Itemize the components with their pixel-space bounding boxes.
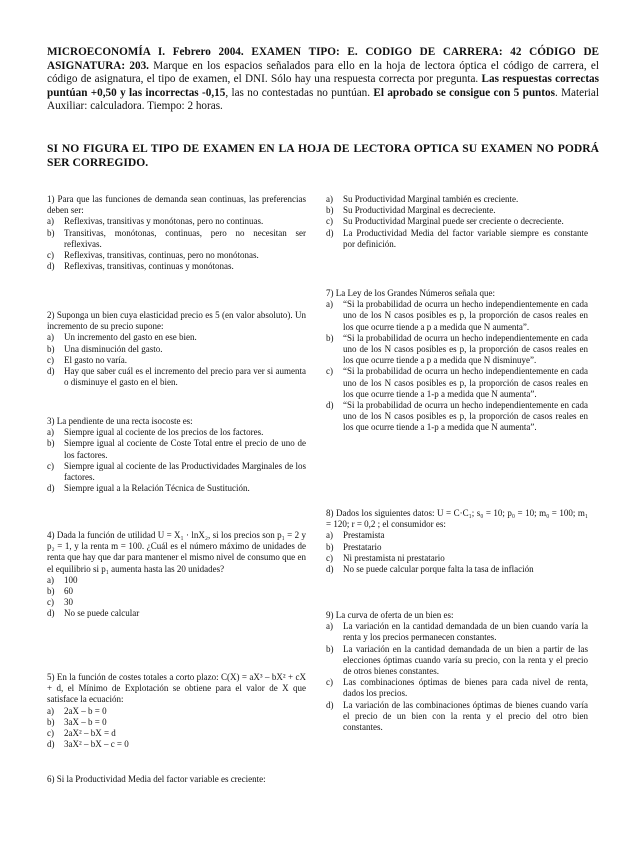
answer-option bbox=[326, 677, 588, 699]
option-text: Su Productividad Marginal es decreciente. bbox=[343, 205, 496, 216]
question-9 bbox=[326, 610, 588, 733]
option-text: 100 bbox=[64, 574, 78, 585]
question-stem: 3) La pendiente de una recta isocoste es: bbox=[47, 416, 193, 426]
answer-option bbox=[47, 739, 306, 750]
answer-option bbox=[326, 216, 588, 227]
option-text: La variación de las combinaciones óptimas de bienes cuando varía el precio de un bien con la renta y el precio del otro bien constantes. bbox=[343, 699, 588, 733]
exam-title: MICROECONOMÍA I. Febrero 2004. EXAMEN TIPO: E. CODIGO DE CARRERA: 42 CÓDIGO DE ASIGNATURA: 203. bbox=[47, 46, 599, 72]
option-letter: d) bbox=[47, 261, 55, 272]
option-text: “Si la probabilidad de ocurra un hecho independientemente en cada uno de los N casos posibles es p, la proporción de casos reales en los que ocurre tiende a p a medida que N aumenta”. bbox=[343, 299, 588, 332]
option-letter: c) bbox=[326, 216, 333, 227]
scoring-tail: , las no contestadas no puntúan. bbox=[225, 86, 374, 99]
option-text: 3aX – b = 0 bbox=[64, 716, 107, 727]
question-stem: 2) Suponga un bien cuya elasticidad precio es 5 (en valor absoluto). Un incremento de su precio supone: bbox=[47, 310, 306, 332]
option-letter: a) bbox=[47, 427, 54, 438]
answer-option bbox=[326, 700, 588, 734]
option-letter: c) bbox=[326, 552, 333, 563]
option-letter: c) bbox=[326, 677, 333, 688]
option-letter: d) bbox=[326, 699, 334, 710]
option-letter: b) bbox=[326, 541, 334, 552]
option-letter: b) bbox=[47, 227, 55, 238]
option-text: 60 bbox=[64, 586, 73, 597]
question-stem: 7) La Ley de los Grandes Números señala que: bbox=[326, 288, 495, 298]
question-stem: 1) Para que las funciones de demanda sean continuas, las preferencias deben ser: bbox=[47, 194, 306, 216]
option-text: Una disminución del gasto. bbox=[64, 343, 163, 354]
answer-option bbox=[326, 621, 588, 643]
answer-option bbox=[47, 461, 306, 483]
option-letter: a) bbox=[326, 530, 333, 541]
option-letter: a) bbox=[326, 194, 333, 204]
answer-option bbox=[326, 333, 588, 367]
option-letter: a) bbox=[326, 299, 333, 310]
answer-option bbox=[47, 366, 306, 388]
option-text: Siempre igual al cociente de los precios de los factores. bbox=[64, 427, 264, 438]
option-letter: d) bbox=[326, 227, 334, 238]
option-letter: d) bbox=[47, 608, 55, 619]
option-text: Reflexivas, transitivas, continuas, pero no monótonas. bbox=[64, 250, 259, 261]
question-8 bbox=[326, 508, 588, 575]
option-text: 3aX² – bX – c = 0 bbox=[64, 739, 129, 750]
option-letter: b) bbox=[326, 205, 334, 216]
option-text: Reflexivas, transitivas, continuas y monótonas. bbox=[64, 261, 234, 272]
option-text: Su Productividad Marginal puede ser creciente o decreciente. bbox=[343, 216, 564, 227]
option-letter: b) bbox=[47, 586, 55, 597]
option-text: El gasto no varía. bbox=[64, 354, 127, 365]
option-letter: a) bbox=[47, 705, 54, 716]
option-letter: b) bbox=[326, 332, 334, 343]
answer-option bbox=[47, 608, 306, 619]
answer-option bbox=[47, 228, 306, 250]
option-letter: c) bbox=[47, 250, 54, 261]
option-text: Un incremento del gasto en ese bien. bbox=[64, 332, 197, 343]
pass-rule: El aprobado se consigue con 5 puntos bbox=[373, 86, 555, 99]
option-text: “Si la probabilidad de ocurra un hecho independientemente en cada uno de los N casos posibles es p, la proporción de casos reales en los que ocurre tiende a 1-p a medida que N aumenta”. bbox=[343, 366, 588, 399]
question-3 bbox=[47, 416, 306, 494]
option-letter: a) bbox=[47, 574, 54, 585]
option-letter: a) bbox=[47, 332, 54, 343]
answer-option bbox=[47, 706, 306, 717]
option-text: Hay que saber cuál es el incremento del precio para ver si aumenta o disminuye el gasto en el bien. bbox=[64, 366, 306, 388]
answer-option bbox=[326, 205, 588, 216]
option-text: La variación en la cantidad demandada de un bien a partir de las elecciones óptimas cuando varía su precio, con la renta y el precio de otros bienes constantes. bbox=[343, 643, 588, 677]
answer-option bbox=[47, 586, 306, 597]
question-4 bbox=[47, 530, 306, 620]
option-text: 2aX – b = 0 bbox=[64, 705, 107, 716]
option-text: No se puede calcular porque falta la tasa de inflación bbox=[343, 564, 534, 575]
option-text: La variación en la cantidad demandada de un bien cuando varía la renta y los precios permanecen constantes. bbox=[343, 621, 588, 643]
answer-option bbox=[47, 355, 306, 366]
option-text: Reflexivas, transitivas y monótonas, pero no continuas. bbox=[64, 216, 264, 227]
answer-option bbox=[47, 216, 306, 227]
exam-instructions: Marque en los espacios señalados para ello en la hoja de lectora óptica el código de carrera, el código de asignatura, el tipo de examen, el DNI. Sólo hay una respuesta correcta por pregunta. bbox=[47, 59, 599, 86]
answer-option bbox=[47, 717, 306, 728]
answer-option bbox=[326, 530, 588, 541]
answer-option bbox=[47, 250, 306, 261]
option-text: Ni prestamista ni prestatario bbox=[343, 552, 445, 563]
question-1 bbox=[47, 194, 306, 272]
option-letter: c) bbox=[326, 366, 333, 377]
answer-option bbox=[47, 332, 306, 343]
option-letter: c) bbox=[47, 597, 54, 608]
answer-option bbox=[47, 597, 306, 608]
answer-option bbox=[326, 366, 588, 400]
option-letter: b) bbox=[47, 716, 55, 727]
answer-option bbox=[47, 575, 306, 586]
option-text: 30 bbox=[64, 597, 73, 608]
option-letter: d) bbox=[47, 739, 55, 750]
question-stem: 9) La curva de oferta de un bien es: bbox=[326, 610, 454, 620]
answer-option bbox=[326, 644, 588, 678]
answer-option bbox=[326, 194, 588, 205]
option-letter: b) bbox=[47, 438, 55, 449]
answer-option bbox=[47, 728, 306, 739]
option-text: 2aX² – bX = d bbox=[64, 728, 116, 739]
option-letter: b) bbox=[326, 643, 334, 654]
option-text: “Si la probabilidad de ocurra un hecho independientemente en cada uno de los N casos posibles es p, la proporción de casos reales en los que ocurre tiende a p a medida que N disminuye”. bbox=[343, 332, 588, 366]
option-text: Siempre igual a la Relación Técnica de Sustitución. bbox=[64, 483, 250, 494]
answer-option bbox=[326, 299, 588, 333]
option-text: Siempre igual al cociente de Coste Total entre el precio de uno de los factores. bbox=[64, 438, 306, 460]
answer-option bbox=[47, 483, 306, 494]
question-stem: 5) En la función de costes totales a corto plazo: C(X) = aX³ – bX² + cX + d, el Mínimo de Explotación se obtiene para el valor de X que satisface la ecuación: bbox=[47, 672, 306, 705]
question-stem: 6) Si la Productividad Media del factor variable es creciente: bbox=[47, 774, 266, 784]
answer-option bbox=[326, 553, 588, 564]
option-letter: d) bbox=[326, 564, 334, 575]
question-6 bbox=[47, 774, 306, 785]
answer-option bbox=[47, 261, 306, 272]
option-letter: c) bbox=[47, 460, 54, 471]
answer-option bbox=[47, 427, 306, 438]
question-stem: 4) Dada la función de utilidad U = X₁ · lnX₂, si los precios son p₁ = 2 y p₂ = 1, y la renta m = 100. ¿Cuál es el número máximo de unidades de renta que hay que dar para mantener el mismo nivel de consumo que en el equilibrio si p₁ aumenta hasta las 20 unidades? bbox=[47, 530, 306, 574]
option-letter: c) bbox=[47, 354, 54, 365]
question-5 bbox=[47, 672, 306, 750]
option-text: Prestatario bbox=[343, 541, 382, 552]
option-text: La Productividad Media del factor variable siempre es constante por definición. bbox=[343, 227, 588, 249]
question-7 bbox=[326, 288, 588, 434]
answer-option bbox=[326, 542, 588, 553]
exam-header bbox=[47, 46, 599, 114]
header-tail: . Material Auxiliar: calculadora. Tiempo: 2 horas. bbox=[47, 86, 599, 113]
option-text: Prestamista bbox=[343, 530, 385, 541]
answer-option bbox=[47, 344, 306, 355]
option-text: Las combinaciones óptimas de bienes para cada nivel de renta, dados los precios. bbox=[343, 677, 588, 699]
option-text: Su Productividad Marginal también es creciente. bbox=[343, 194, 519, 204]
option-text: Transitivas, monótonas, continuas, pero no necesitan ser reflexivas. bbox=[64, 227, 306, 249]
question-2 bbox=[47, 310, 306, 388]
scoring-rule: Las respuestas correctas puntúan +0,50 y las incorrectas -0,15 bbox=[47, 73, 600, 99]
option-text: No se puede calcular bbox=[64, 608, 140, 619]
question-stem: 8) Dados los siguientes datos: U = C·C₁; s₀ = 10; p₀ = 10; m₀ = 100; m₁ = 120; r = 0,2 ; el consumidor es: bbox=[326, 508, 588, 530]
option-text: “Si la probabilidad de ocurra un hecho independientemente en cada uno de los N casos posibles es p, la proporción de casos reales en los que ocurre tiende a 1-p a medida que N aumenta”. bbox=[343, 400, 588, 433]
question-6-options bbox=[326, 194, 588, 250]
answer-option bbox=[326, 564, 588, 575]
option-letter: d) bbox=[47, 366, 55, 377]
answer-option bbox=[47, 438, 306, 460]
option-letter: c) bbox=[47, 728, 54, 739]
answer-option bbox=[326, 400, 588, 434]
exam-type-notice: SI NO FIGURA EL TIPO DE EXAMEN EN LA HOJA DE LECTORA OPTICA SU EXAMEN NO PODRÁ SER CORREGIDO. bbox=[47, 142, 599, 169]
option-letter: a) bbox=[47, 216, 54, 227]
option-letter: d) bbox=[47, 483, 55, 494]
answer-option bbox=[326, 228, 588, 250]
option-letter: b) bbox=[47, 343, 55, 354]
option-text: Siempre igual al cociente de las Productividades Marginales de los factores. bbox=[64, 460, 306, 483]
option-letter: a) bbox=[326, 621, 333, 632]
option-letter: d) bbox=[326, 400, 334, 411]
